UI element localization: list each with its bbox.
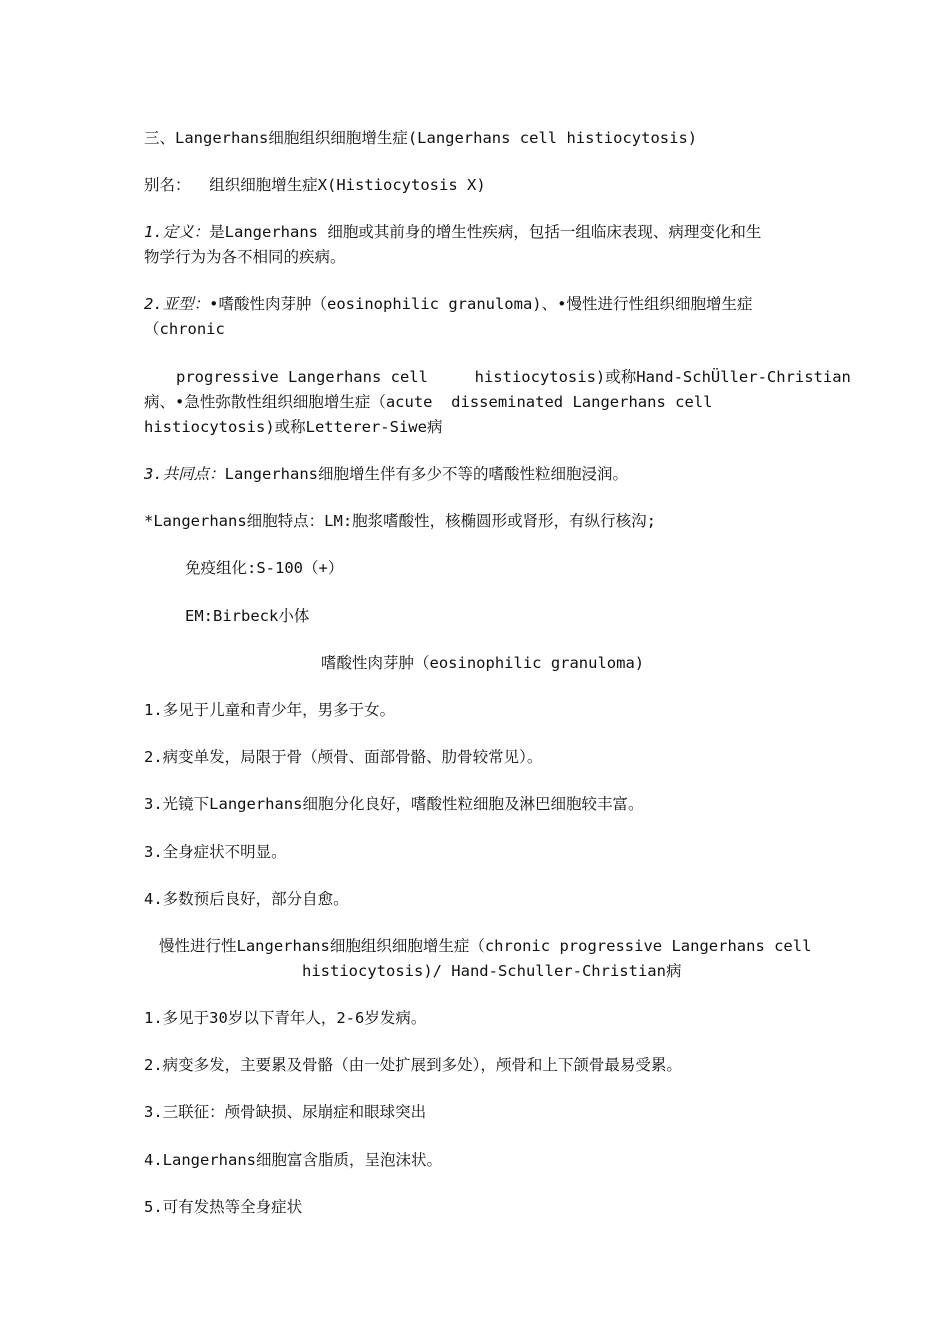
common-label: 3.共同点： — [144, 465, 225, 483]
alias-value: 组织细胞增生症X(Histiocytosis X) — [209, 176, 486, 194]
features-line-2: 免疫组化:S-100（+） — [185, 559, 344, 577]
eg-item: 3.全身症状不明显。 — [144, 843, 287, 861]
features-line-3: EM:Birbeck小体 — [185, 607, 310, 625]
hsc-item: 1.多见于30岁以下青年人，2-6岁发病。 — [144, 1009, 427, 1027]
alias-label: 别名： — [144, 176, 191, 194]
common-line — [144, 462, 628, 486]
eg-item: 4.多数预后良好，部分自愈。 — [144, 890, 349, 908]
subtypes-line-4: 病、•急性弥散性组织细胞增生症（acute disseminated Langerhans cell — [144, 393, 713, 411]
hsc-item: 4.Langerhans细胞富含脂质，呈泡沫状。 — [144, 1151, 442, 1169]
eg-item: 2.病变单发，局限于骨（颅骨、面部骨骼、肋骨较常见）。 — [144, 748, 543, 766]
hsc-item: 5.可有发热等全身症状 — [144, 1198, 303, 1216]
common-text: Langerhans细胞增生伴有多少不等的嗜酸性粒细胞浸润。 — [224, 465, 628, 483]
features-line-1: *Langerhans细胞特点：LM:胞浆嗜酸性，核椭圆形或肾形，有纵行核沟; — [144, 512, 656, 530]
subtypes-label: 2.亚型： — [144, 295, 210, 313]
eg-item: 1.多见于儿童和青少年，男多于女。 — [144, 701, 396, 719]
hsc-item: 2.病变多发，主要累及骨骼（由一处扩展到多处），颅骨和上下颌骨最易受累。 — [144, 1056, 682, 1074]
definition-label: 1.定义： — [144, 223, 210, 241]
alias-line — [144, 173, 486, 197]
definition-line-1 — [144, 220, 761, 244]
eg-heading: 嗜酸性肉芽肿（eosinophilic granuloma) — [321, 654, 645, 672]
definition-text-1: 是Langerhans 细胞或其前身的增生性疾病，包括一组临床表现、病理变化和生 — [209, 223, 762, 241]
hsc-item: 3.三联征：颅骨缺损、尿崩症和眼球突出 — [144, 1103, 427, 1121]
hsc-heading-line-2: histiocytosis)/ Hand-Schuller-Christian病 — [302, 962, 682, 980]
subtypes-line-5: histiocytosis)或称Letterer-Siwe病 — [144, 418, 443, 436]
subtypes-line-2: （chronic — [144, 320, 225, 338]
hsc-heading-line-1: 慢性进行性Langerhans细胞组织细胞增生症（chronic progressive Langerhans cell — [159, 937, 812, 955]
subtypes-text-1: •嗜酸性肉芽肿（eosinophilic granuloma)、•慢性进行性组织细胞增生症 — [209, 295, 753, 313]
subtypes-line-3: progressive Langerhans cell histiocytosis)或称Hand-SchÜller-Christian — [176, 368, 851, 386]
eg-item: 3.光镜下Langerhans细胞分化良好，嗜酸性粒细胞及淋巴细胞较丰富。 — [144, 795, 644, 813]
subtypes-line-1 — [144, 292, 752, 316]
definition-line-2: 物学行为为各不相同的疾病。 — [144, 248, 346, 266]
section-title: 三、Langerhans细胞组织细胞增生症(Langerhans cell histiocytosis) — [144, 129, 698, 147]
